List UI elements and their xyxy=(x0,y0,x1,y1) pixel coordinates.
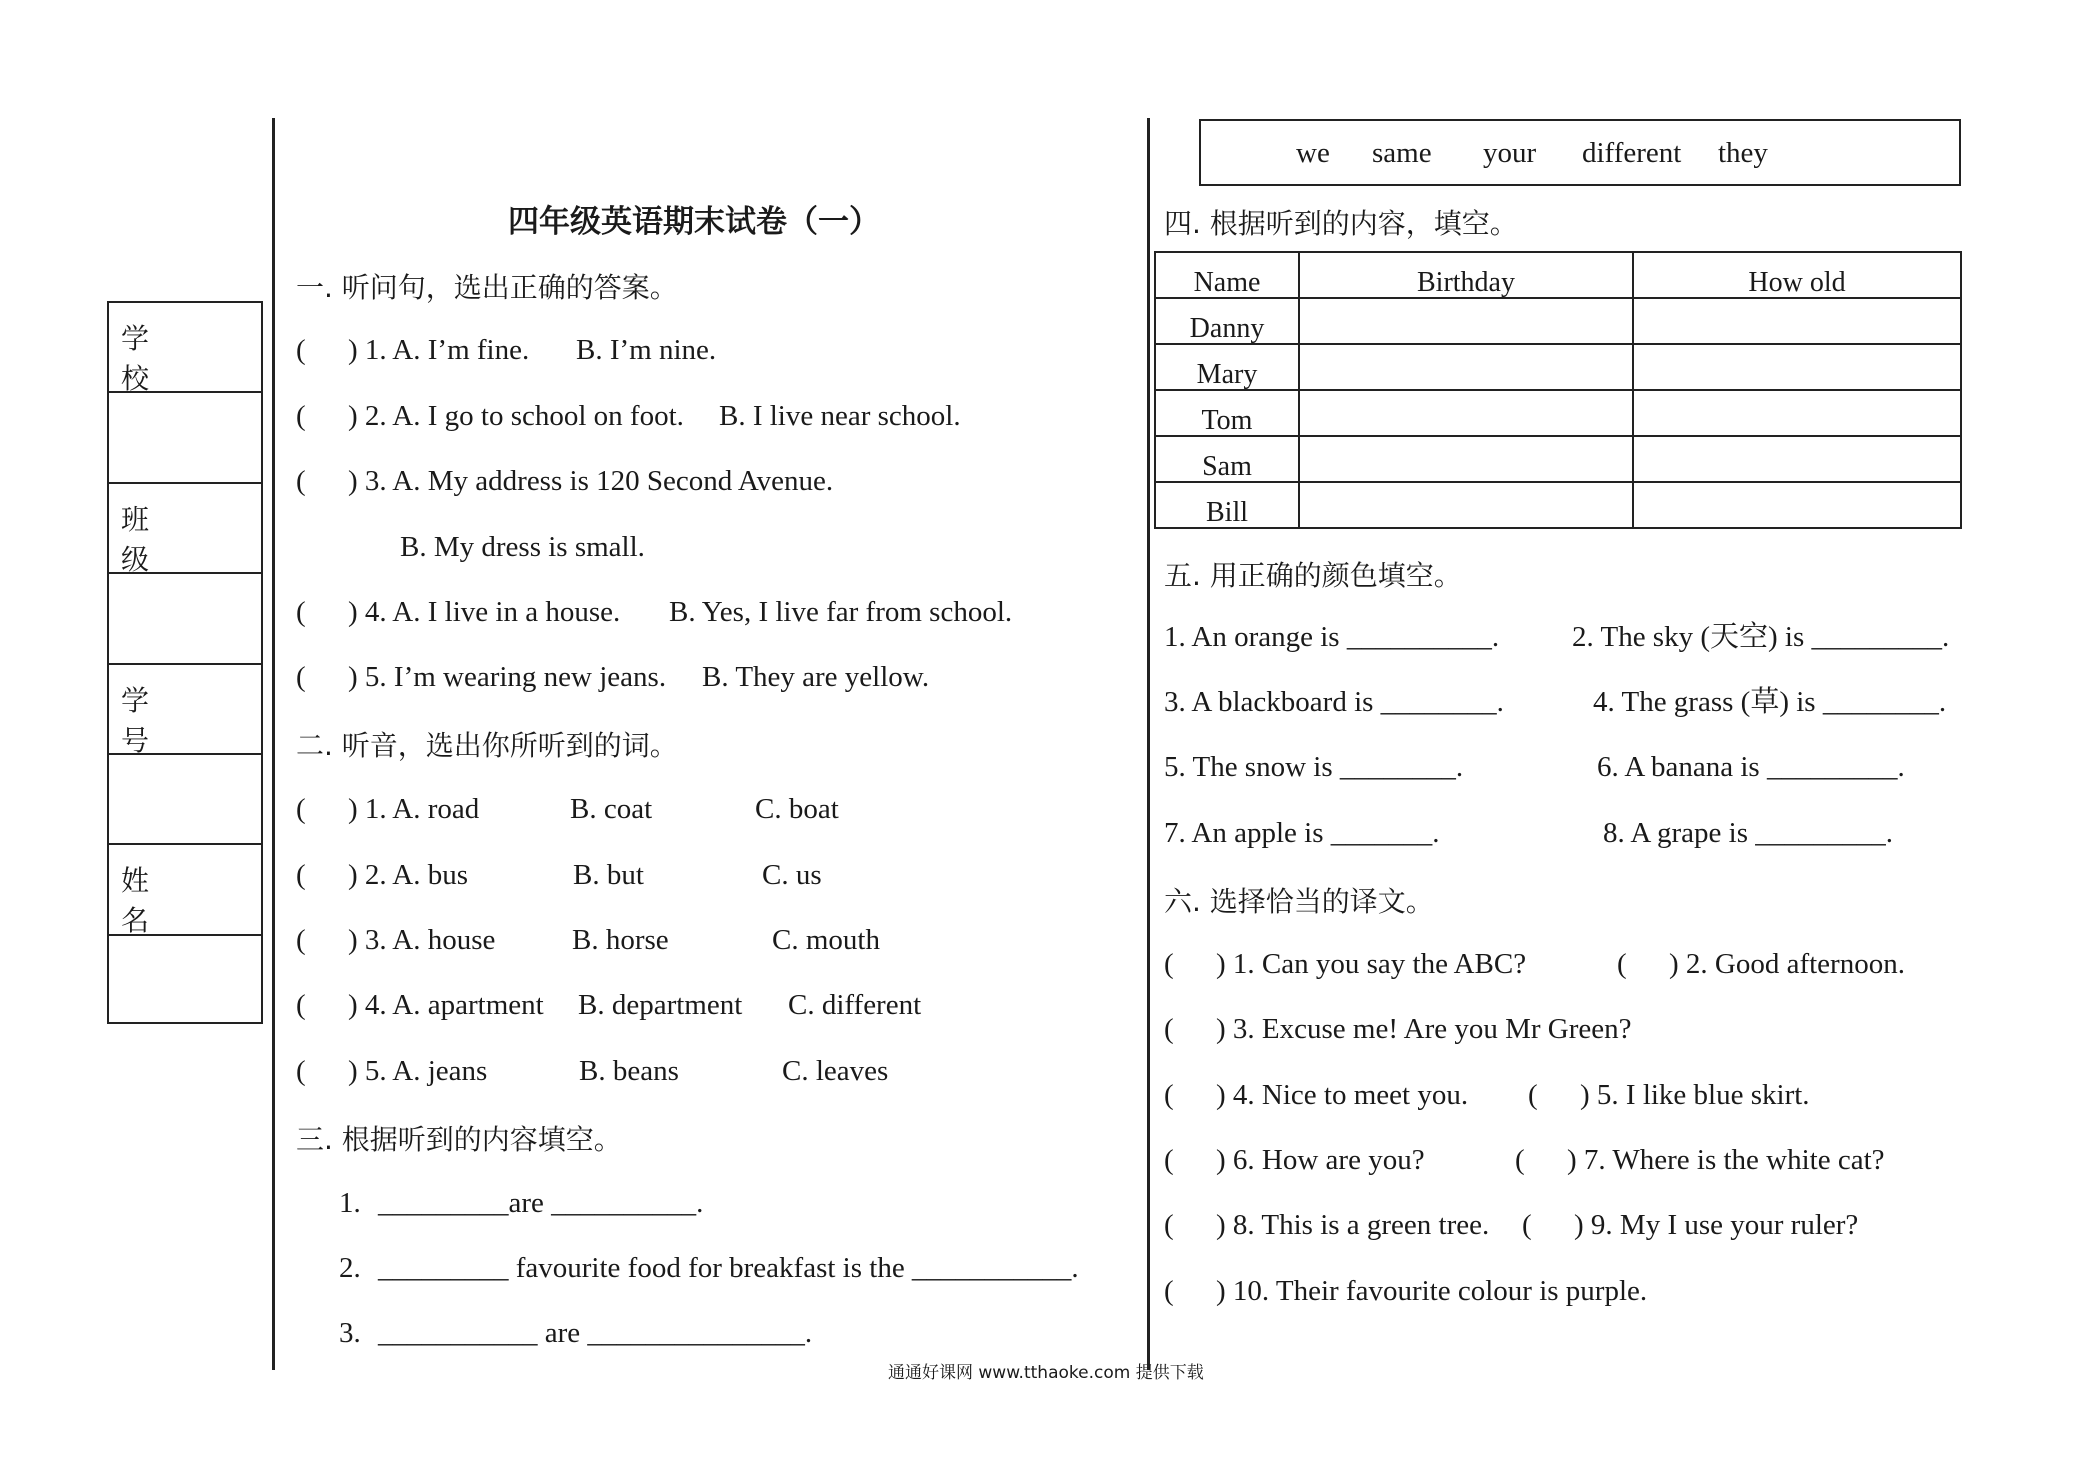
s6-q7: ) 7. Where is the white cat? xyxy=(1567,1144,1885,1176)
section4-heading: 四. 根据听到的内容，填空。 xyxy=(1164,207,1518,240)
s1-q1-paren: ( xyxy=(296,334,306,366)
table-header-row xyxy=(1155,252,1961,298)
s2-q5-paren: ( xyxy=(296,1055,306,1087)
s6-q4: ) 4. Nice to meet you. xyxy=(1216,1079,1469,1111)
s5-item-3: 3. A blackboard is ________. xyxy=(1164,686,1504,718)
s6-q2: ) 2. Good afternoon. xyxy=(1669,948,1905,980)
s5-item-8: 8. A grape is _________. xyxy=(1603,817,1893,849)
s1-q3-a: ) 3. A. My address is 120 Second Avenue. xyxy=(348,465,834,497)
section3-heading: 三. 根据听到的内容填空。 xyxy=(296,1123,622,1156)
word-your: your xyxy=(1483,137,1537,169)
info-cell-id-value[interactable] xyxy=(109,755,261,845)
s1-q4-paren: ( xyxy=(296,596,306,628)
s2-q3-b: B. horse xyxy=(572,924,669,956)
s6-q5-paren: ( xyxy=(1528,1079,1538,1111)
s6-q1: ) 1. Can you say the ABC? xyxy=(1216,948,1527,980)
s6-q5: ) 5. I like blue skirt. xyxy=(1580,1079,1810,1111)
s5-item-7: 7. An apple is _______. xyxy=(1164,817,1440,849)
age-cell[interactable] xyxy=(1633,482,1961,528)
table-row xyxy=(1155,390,1961,436)
s6-q3-paren: ( xyxy=(1164,1013,1174,1045)
row-name: Tom xyxy=(1155,390,1299,436)
s1-q5-a: ) 5. I’m wearing new jeans. xyxy=(348,661,667,693)
s1-q3-paren: ( xyxy=(296,465,306,497)
s1-q1-b: B. I’m nine. xyxy=(576,334,717,366)
s6-q9-paren: ( xyxy=(1522,1209,1532,1241)
row-name: Mary xyxy=(1155,344,1299,390)
s1-q4-b: B. Yes, I live far from school. xyxy=(669,596,1013,628)
age-cell[interactable] xyxy=(1633,344,1961,390)
s6-q10-paren: ( xyxy=(1164,1275,1174,1307)
s1-q1-a: ) 1. A. I’m fine. xyxy=(348,334,530,366)
s5-item-1: 1. An orange is __________. xyxy=(1164,621,1500,653)
s2-q4-paren: ( xyxy=(296,989,306,1021)
s6-q3: ) 3. Excuse me! Are you Mr Green? xyxy=(1216,1013,1632,1045)
s2-q4-c: C. different xyxy=(788,989,922,1021)
s2-q3-c: C. mouth xyxy=(772,924,880,956)
s3-q1-text: _________are __________. xyxy=(378,1187,704,1219)
row-name: Danny xyxy=(1155,298,1299,344)
s5-item-2: 2. The sky (天空) is _________. xyxy=(1572,621,1950,653)
s2-q2-a: ) 2. A. bus xyxy=(348,859,469,891)
s1-q5-paren: ( xyxy=(296,661,306,693)
s3-q3-text: ___________ are _______________. xyxy=(378,1317,813,1349)
s2-q1-a: ) 1. A. road xyxy=(348,793,480,825)
info-cell-id-label: 学 号 xyxy=(109,665,261,755)
s6-q6-paren: ( xyxy=(1164,1144,1174,1176)
age-cell[interactable] xyxy=(1633,390,1961,436)
age-cell[interactable] xyxy=(1633,436,1961,482)
section6-heading: 六. 选择恰当的译文。 xyxy=(1164,885,1434,918)
s2-q5-b: B. beans xyxy=(579,1055,679,1087)
table-row xyxy=(1155,482,1961,528)
footer-credit: 通通好课网 www.tthaoke.com 提供下载 xyxy=(888,1363,1204,1383)
header-name: Name xyxy=(1155,252,1299,298)
word-different: different xyxy=(1582,137,1682,169)
student-info-box xyxy=(107,301,263,1024)
s1-q2-b: B. I live near school. xyxy=(719,400,961,432)
s2-q5-a: ) 5. A. jeans xyxy=(348,1055,488,1087)
s2-q1-c: C. boat xyxy=(755,793,839,825)
s3-q2-text: _________ favourite food for breakfast is the ___________. xyxy=(378,1252,1079,1284)
s2-q3-paren: ( xyxy=(296,924,306,956)
s1-q3-b: B. My dress is small. xyxy=(400,531,645,563)
s5-item-6: 6. A banana is _________. xyxy=(1597,751,1905,783)
s6-q9: ) 9. My I use your ruler? xyxy=(1574,1209,1859,1241)
birthday-cell[interactable] xyxy=(1299,482,1633,528)
s1-q5-b: B. They are yellow. xyxy=(702,661,930,693)
row-name: Sam xyxy=(1155,436,1299,482)
s6-q6: ) 6. How are you? xyxy=(1216,1144,1425,1176)
birthday-cell[interactable] xyxy=(1299,344,1633,390)
s2-q4-a: ) 4. A. apartment xyxy=(348,989,544,1021)
info-cell-name-value[interactable] xyxy=(109,936,261,1026)
s1-q4-a: ) 4. A. I live in a house. xyxy=(348,596,621,628)
s3-q3-num: 3. xyxy=(339,1317,361,1349)
center-divider-line xyxy=(1147,118,1150,1370)
page-title: 四年级英语期末试卷（一） xyxy=(508,204,880,240)
s2-q2-c: C. us xyxy=(762,859,822,891)
s5-item-4: 4. The grass (草) is ________. xyxy=(1593,686,1947,718)
s6-q8-paren: ( xyxy=(1164,1209,1174,1241)
table-row xyxy=(1155,298,1961,344)
section1-heading: 一. 听问句，选出正确的答案。 xyxy=(296,271,678,304)
birthday-cell[interactable] xyxy=(1299,436,1633,482)
birthday-age-table xyxy=(1154,251,1962,529)
s6-q8: ) 8. This is a green tree. xyxy=(1216,1209,1490,1241)
s2-q5-c: C. leaves xyxy=(782,1055,889,1087)
info-cell-name-label: 姓 名 xyxy=(109,845,261,935)
s2-q3-a: ) 3. A. house xyxy=(348,924,496,956)
s2-q1-b: B. coat xyxy=(570,793,653,825)
info-cell-school-label: 学 校 xyxy=(109,303,261,393)
s2-q2-paren: ( xyxy=(296,859,306,891)
s1-q2-paren: ( xyxy=(296,400,306,432)
birthday-cell[interactable] xyxy=(1299,390,1633,436)
word-they: they xyxy=(1718,137,1768,169)
s3-q2-num: 2. xyxy=(339,1252,361,1284)
header-birthday: Birthday xyxy=(1299,252,1633,298)
s6-q1-paren: ( xyxy=(1164,948,1174,980)
table-row xyxy=(1155,436,1961,482)
word-we: we xyxy=(1296,137,1330,169)
info-cell-class-label: 班 级 xyxy=(109,484,261,574)
s5-item-5: 5. The snow is ________. xyxy=(1164,751,1464,783)
section5-heading: 五. 用正确的颜色填空。 xyxy=(1164,559,1462,592)
row-name: Bill xyxy=(1155,482,1299,528)
s2-q2-b: B. but xyxy=(573,859,644,891)
header-how-old: How old xyxy=(1633,252,1961,298)
s1-q2-a: ) 2. A. I go to school on foot. xyxy=(348,400,684,432)
age-cell[interactable] xyxy=(1633,298,1961,344)
info-cell-class-value[interactable] xyxy=(109,574,261,664)
s3-q1-num: 1. xyxy=(339,1187,361,1219)
s6-q7-paren: ( xyxy=(1515,1144,1525,1176)
info-cell-school-value[interactable] xyxy=(109,393,261,483)
section2-heading: 二. 听音，选出你所听到的词。 xyxy=(296,729,678,762)
s6-q10: ) 10. Their favourite colour is purple. xyxy=(1216,1275,1648,1307)
s2-q4-b: B. department xyxy=(578,989,743,1021)
s6-q2-paren: ( xyxy=(1617,948,1627,980)
left-divider-line xyxy=(272,118,275,1370)
s2-q1-paren: ( xyxy=(296,793,306,825)
s6-q4-paren: ( xyxy=(1164,1079,1174,1111)
word-same: same xyxy=(1372,137,1432,169)
birthday-cell[interactable] xyxy=(1299,298,1633,344)
word-bank-box xyxy=(1199,119,1961,186)
table-row xyxy=(1155,344,1961,390)
